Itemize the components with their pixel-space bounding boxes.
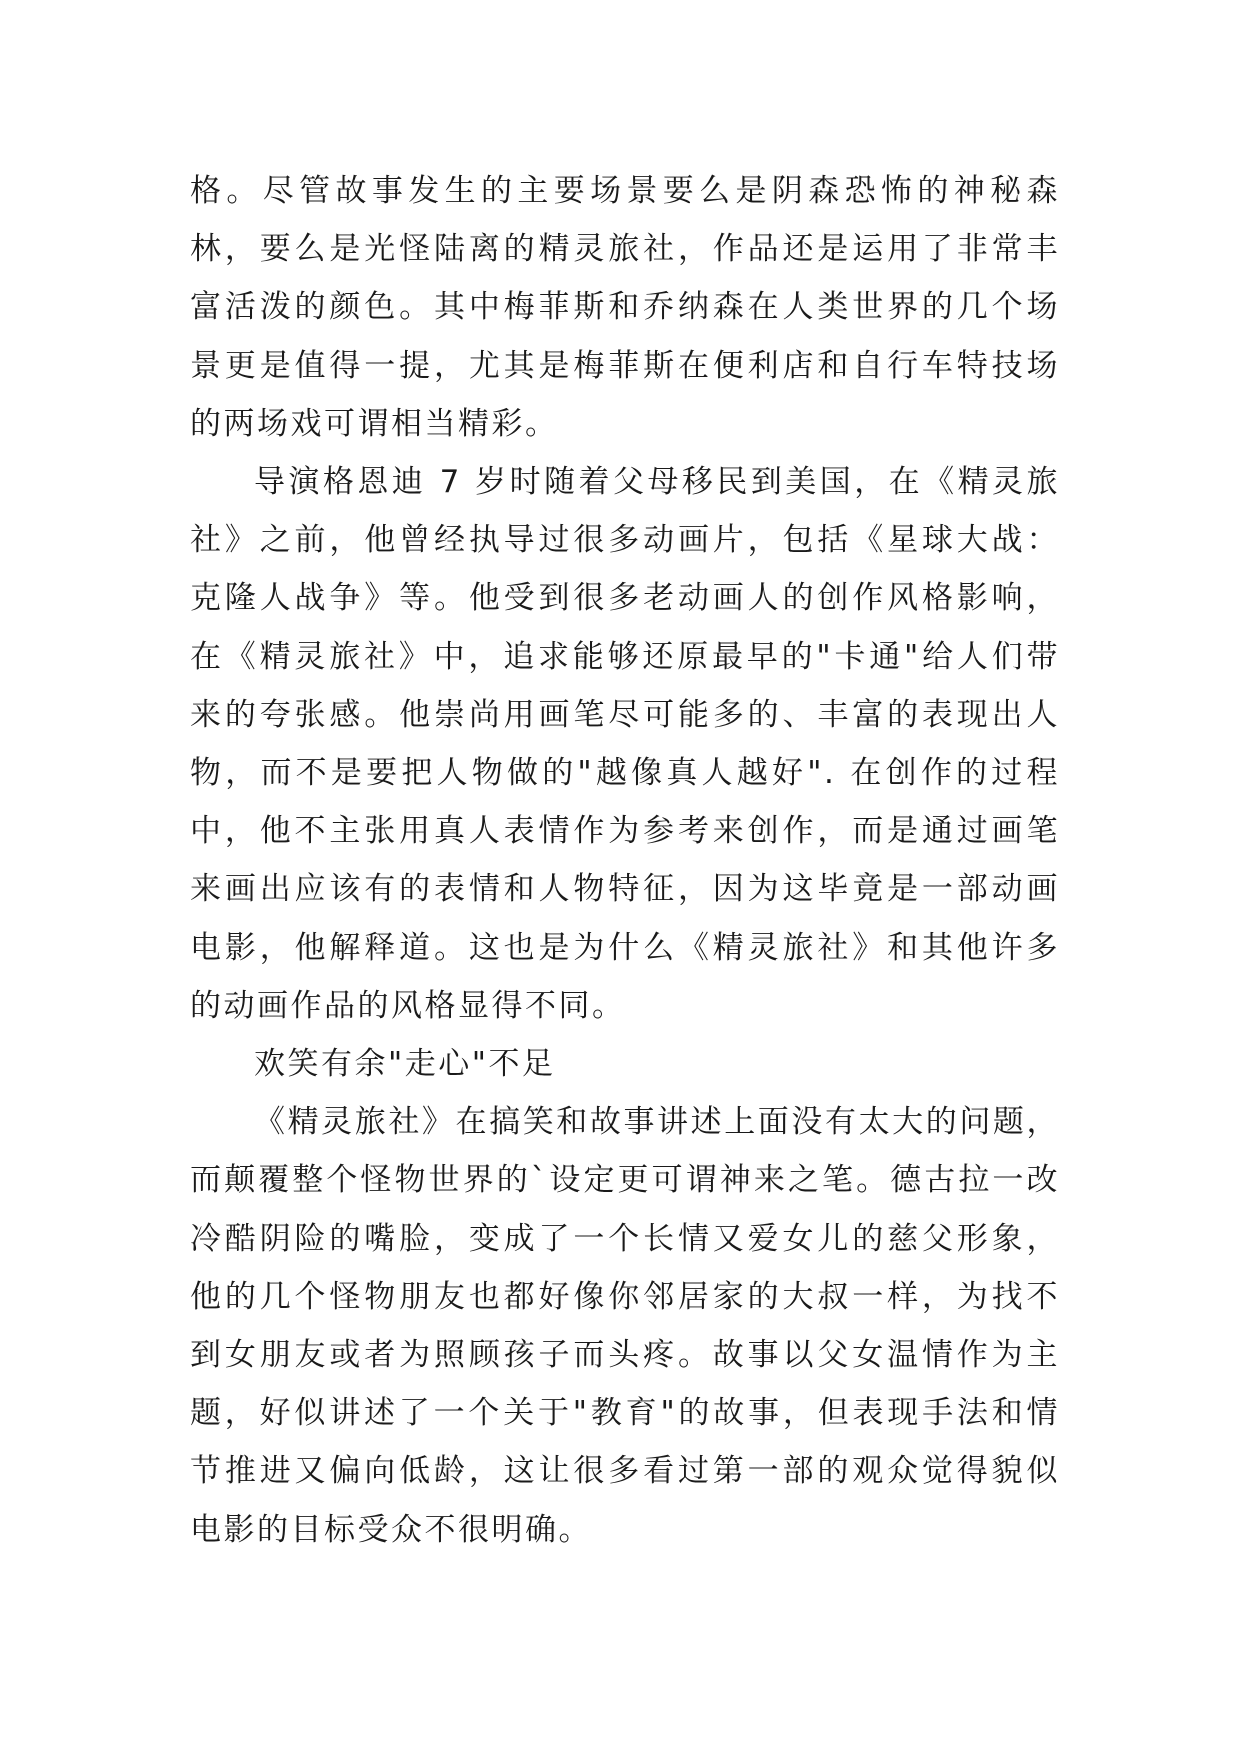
paragraph-1: 格。尽管故事发生的主要场景要么是阴森恐怖的神秘森林，要么是光怪陆离的精灵旅社，作品还是运用了非常丰富活泼的颜色。其中梅菲斯和乔纳森在人类世界的几个场景更是值得一提，尤其是梅菲斯在便利店和自行车特技场的两场戏可谓相当精彩。 [190,173,1060,442]
section-heading: 欢笑有余"走心"不足 [254,1046,556,1083]
paragraph-3: 《精灵旅社》在搞笑和故事讲述上面没有太大的问题，而颠覆整个怪物世界的`设定更可谓神来之笔。德古拉一改冷酷阴险的嘴脸，变成了一个长情又爱女儿的慈父形象，他的几个怪物朋友也都好像你邻居家的大叔一样，为找不到女朋友或者为照顾孩子而头疼。故事以父女温情作为主题，好似讲述了一个关于"教育"的故事，但表现手法和情节推进又偏向低龄，这让很多看过第一部的观众觉得貌似电影的目标受众不很明确。 [190,1104,1060,1548]
paragraph-2: 导演格恩迪 7 岁时随着父母移民到美国，在《精灵旅社》之前，他曾经执导过很多动画片，包括《星球大战：克隆人战争》等。他受到很多老动画人的创作风格影响，在《精灵旅社》中，追求能够还原最早的"卡通"给人们带来的夸张感。他崇尚用画笔尽可能多的、丰富的表现出人物，而不是要把人物做的"越像真人越好". 在创作的过程中，他不主张用真人表情作为参考来创作，而是通过画笔来画出应该有的表情和人物特征，因为这毕竟是一部动画电影，他解释道。这也是为什么《精灵旅社》和其他许多的动画作品的风格显得不同。 [190,464,1060,1024]
document-body [190,162,1060,1559]
